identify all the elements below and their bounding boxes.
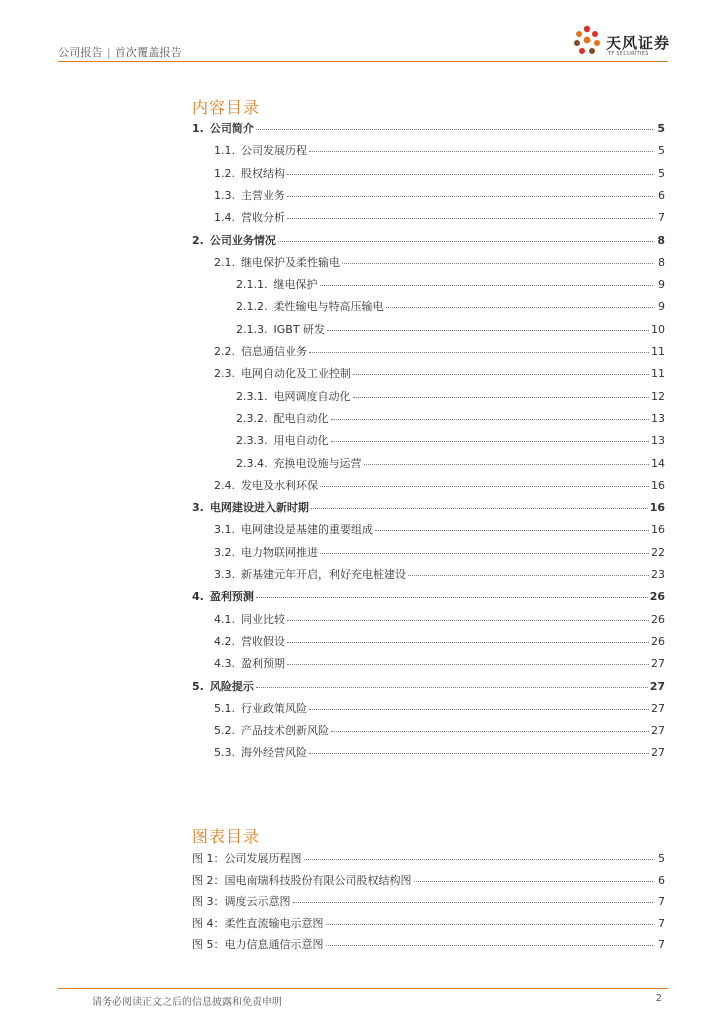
dot-leader — [364, 456, 650, 465]
figure-entry-page: 7 — [658, 895, 665, 909]
toc-entry-page: 26 — [651, 612, 665, 626]
dot-leader — [311, 500, 648, 509]
toc-entry-label: 配电自动化 — [273, 411, 329, 425]
toc-entry-label: 电力物联网推进 — [241, 545, 318, 559]
dot-leader — [326, 916, 654, 925]
toc-entry-label: 产品技术创新风险 — [241, 724, 329, 738]
figure-entry-label: 图 3：调度云示意图 — [192, 895, 291, 909]
toc-entry-page: 16 — [651, 478, 665, 492]
toc-entry-number: 1.4. — [214, 211, 235, 225]
dot-leader — [342, 255, 653, 264]
dot-leader — [287, 634, 649, 643]
toc-entry-label: 行业政策风险 — [241, 701, 307, 715]
dot-leader — [331, 433, 650, 442]
dot-leader — [320, 277, 654, 286]
figure-entry-label: 图 5：电力信息通信示意图 — [192, 938, 324, 952]
toc-entry[interactable] — [214, 700, 665, 716]
toc-entry-label: 继电保护 — [273, 278, 318, 292]
toc-entry-label: 营收假设 — [241, 634, 285, 648]
dot-leader — [353, 389, 650, 398]
dot-leader — [408, 567, 649, 576]
toc-entry[interactable] — [214, 544, 665, 560]
toc-entry-label: 公司简介 — [209, 122, 254, 135]
toc-entry-number: 2.3.3. — [236, 434, 268, 448]
toc-entry-number: 3.2. — [214, 545, 235, 559]
dot-leader — [353, 366, 649, 375]
toc-entry-page: 26 — [651, 634, 665, 648]
figure-entry-label: 图 2：国电南瑞科技股份有限公司股权结构图 — [192, 873, 412, 887]
toc-entry-label: 同业比较 — [241, 612, 285, 626]
toc-entry-number: 2.1.2. — [236, 300, 268, 314]
toc-entry-page: 23 — [651, 568, 665, 581]
figures-title: 图表目录 — [192, 827, 261, 846]
figure-entry[interactable] — [192, 936, 665, 952]
dot-leader — [293, 894, 654, 903]
dot-leader — [287, 166, 653, 175]
toc-entry-page: 11 — [651, 367, 665, 381]
figure-entry-page: 7 — [658, 938, 665, 952]
toc-entry-number: 4.2. — [214, 634, 235, 648]
logo-name-cn: 天风证券 — [606, 34, 671, 52]
header-divider — [58, 61, 668, 62]
contents-title: 内容目录 — [192, 98, 261, 117]
toc-entry[interactable] — [214, 165, 665, 181]
toc-entry-number: 2.3.1. — [236, 389, 268, 403]
toc-entry-page: 5 — [658, 166, 665, 180]
dot-leader — [375, 522, 649, 531]
toc-entry[interactable] — [236, 455, 665, 471]
dot-leader — [327, 322, 649, 331]
report-type: 公司报告 — [58, 46, 103, 59]
dot-leader — [309, 344, 649, 353]
toc-entry-number: 5.2. — [214, 724, 235, 738]
toc-entry-page: 5 — [657, 122, 665, 135]
toc-entry-label: 盈利预测 — [209, 590, 254, 604]
toc-entry-number: 2.3.4. — [236, 456, 268, 470]
toc-entry-label: 海外经营风险 — [241, 746, 307, 760]
toc-entry-label: 继电保护及柔性输电 — [241, 255, 340, 269]
dot-leader — [386, 299, 654, 308]
toc-entry-page: 27 — [651, 724, 665, 738]
toc-entry-number: 3.1. — [214, 523, 235, 537]
page-number: 2 — [655, 993, 662, 1004]
toc-entry[interactable] — [236, 410, 665, 426]
toc-entry-label: 用电自动化 — [273, 434, 329, 448]
toc-entry-label: 公司业务情况 — [209, 233, 276, 247]
toc-entry-page: 10 — [651, 322, 665, 336]
figure-entry-page: 5 — [658, 852, 665, 865]
toc-entry-label: 发电及水利环保 — [241, 478, 318, 492]
toc-entry[interactable] — [192, 499, 665, 515]
toc-entry-number: 5.1. — [214, 701, 235, 715]
toc-entry-number: 2.2. — [214, 345, 235, 358]
toc-entry[interactable] — [214, 722, 665, 738]
toc-entry-label: 电网自动化及工业控制 — [241, 367, 351, 381]
dot-leader — [331, 411, 650, 420]
toc-entry-page: 13 — [651, 434, 665, 448]
toc-entry[interactable] — [214, 187, 665, 203]
dot-leader — [320, 478, 649, 487]
toc-entry-number: 2.1.3. — [236, 322, 268, 336]
toc-entry-page: 22 — [651, 545, 665, 559]
toc-entry-label: 盈利预期 — [241, 657, 285, 671]
toc-entry-label: 电网建设进入新时期 — [209, 501, 309, 515]
toc-entry[interactable] — [214, 142, 665, 158]
figure-entry-label: 图 1：公司发展历程图 — [192, 852, 302, 865]
dot-leader — [256, 589, 648, 598]
dot-leader — [287, 210, 653, 219]
toc-entry[interactable] — [214, 254, 665, 270]
toc-entry-label: IGBT 研发 — [273, 322, 326, 336]
toc-entry[interactable] — [214, 343, 665, 359]
figure-entry[interactable] — [192, 893, 665, 909]
toc-entry[interactable] — [236, 388, 665, 404]
toc-entry-page: 27 — [651, 701, 665, 715]
dot-leader — [256, 679, 648, 688]
figure-entry-label: 图 4：柔性直流输电示意图 — [192, 916, 324, 930]
flower-logo-icon — [570, 24, 604, 60]
toc-entry-page: 9 — [658, 278, 665, 292]
figure-entry[interactable] — [192, 872, 665, 888]
figure-entry[interactable] — [192, 850, 665, 866]
dot-leader — [320, 545, 649, 554]
dot-leader — [331, 723, 649, 732]
dot-leader — [304, 851, 654, 860]
toc-entry-number: 1. — [192, 122, 204, 135]
dot-leader — [309, 143, 653, 152]
toc-entry-label: 公司发展历程 — [241, 144, 307, 158]
toc-entry-number: 2.1.1. — [236, 278, 268, 292]
toc-entry[interactable] — [236, 321, 665, 337]
toc-entry-number: 1.3. — [214, 188, 235, 202]
toc-entry-label: 电网调度自动化 — [273, 389, 351, 403]
toc-entry-page: 6 — [658, 188, 665, 202]
toc-entry-page: 9 — [658, 300, 665, 314]
toc-entry-number: 4.3. — [214, 657, 235, 671]
toc-entry-page: 12 — [651, 389, 665, 403]
toc-entry-label: 营收分析 — [241, 211, 285, 225]
dot-leader — [256, 121, 653, 130]
toc-entry-page: 11 — [651, 345, 665, 358]
header-separator: | — [106, 46, 111, 59]
toc-entry-label: 充换电设施与运营 — [273, 456, 362, 470]
toc-entry-number: 1.2. — [214, 166, 235, 180]
toc-entry[interactable] — [236, 276, 665, 292]
figure-entry[interactable] — [192, 915, 665, 931]
toc-entry-label: 股权结构 — [241, 166, 285, 180]
toc-entry-page: 27 — [651, 746, 665, 760]
toc-entry-label: 电网建设是基建的重要组成 — [241, 523, 373, 537]
report-subtype: 首次覆盖报告 — [114, 46, 182, 59]
toc-entry-page: 8 — [657, 233, 665, 247]
toc-entry-number: 3.3. — [214, 568, 235, 581]
toc-entry-number: 1.1. — [214, 144, 235, 158]
toc-entry[interactable] — [214, 209, 665, 225]
toc-entry[interactable] — [214, 521, 665, 537]
toc-entry[interactable] — [214, 477, 665, 493]
toc-entry[interactable] — [236, 298, 665, 314]
toc-entry[interactable] — [236, 432, 665, 448]
toc-entry[interactable] — [192, 588, 665, 604]
toc-entry-number: 5.3. — [214, 746, 235, 760]
toc-entry-page: 8 — [658, 255, 665, 269]
footer-divider — [58, 988, 668, 989]
toc-entry-page: 5 — [658, 144, 665, 158]
toc-entry-label: 风险提示 — [209, 679, 254, 693]
toc-entry-page: 13 — [651, 411, 665, 425]
toc-entry[interactable] — [214, 655, 665, 671]
toc-entry-number: 2.3.2. — [236, 411, 268, 425]
figure-entry-page: 6 — [658, 873, 665, 887]
dot-leader — [287, 656, 649, 665]
dot-leader — [414, 873, 654, 882]
logo-name-en: TF SECURITIES — [608, 51, 649, 57]
toc-entry[interactable] — [192, 232, 665, 248]
dot-leader — [326, 937, 654, 946]
toc-entry[interactable] — [214, 744, 665, 760]
toc-entry-label: 主营业务 — [241, 188, 285, 202]
toc-entry-number: 3. — [192, 501, 204, 515]
toc-entry-page: 14 — [651, 456, 665, 470]
toc-entry-page: 7 — [658, 211, 665, 225]
toc-entry[interactable] — [192, 678, 665, 694]
dot-leader — [287, 612, 649, 621]
toc-entry[interactable] — [214, 611, 665, 627]
toc-entry-page: 16 — [649, 501, 665, 515]
toc-entry-number: 4.1. — [214, 612, 235, 626]
company-logo — [570, 24, 670, 60]
toc-entry-label: 新基建元年开启，利好充电桩建设 — [241, 568, 406, 581]
toc-entry-number: 4. — [192, 590, 204, 604]
toc-entry[interactable] — [214, 633, 665, 649]
toc-entry[interactable] — [192, 120, 665, 136]
report-header — [58, 44, 182, 60]
toc-entry-label: 柔性输电与特高压输电 — [273, 300, 384, 314]
toc-entry-number: 2.4. — [214, 478, 235, 492]
toc-entry-number: 2.3. — [214, 367, 235, 381]
figure-entry-page: 7 — [658, 916, 665, 930]
toc-entry[interactable] — [214, 365, 665, 381]
toc-entry-label: 信息通信业务 — [241, 345, 307, 358]
toc-entry[interactable] — [214, 566, 665, 582]
toc-entry-page: 26 — [649, 590, 665, 604]
dot-leader — [287, 188, 653, 197]
toc-entry-number: 2.1. — [214, 255, 235, 269]
toc-entry-number: 2. — [192, 233, 204, 247]
dot-leader — [309, 701, 649, 710]
disclaimer-note: 请务必阅读正文之后的信息披露和免责申明 — [92, 997, 282, 1008]
dot-leader — [309, 745, 649, 754]
toc-entry-page: 16 — [651, 523, 665, 537]
toc-entry-page: 27 — [651, 657, 665, 671]
toc-entry-page: 27 — [649, 679, 665, 693]
dot-leader — [278, 233, 653, 242]
toc-entry-number: 5. — [192, 679, 204, 693]
